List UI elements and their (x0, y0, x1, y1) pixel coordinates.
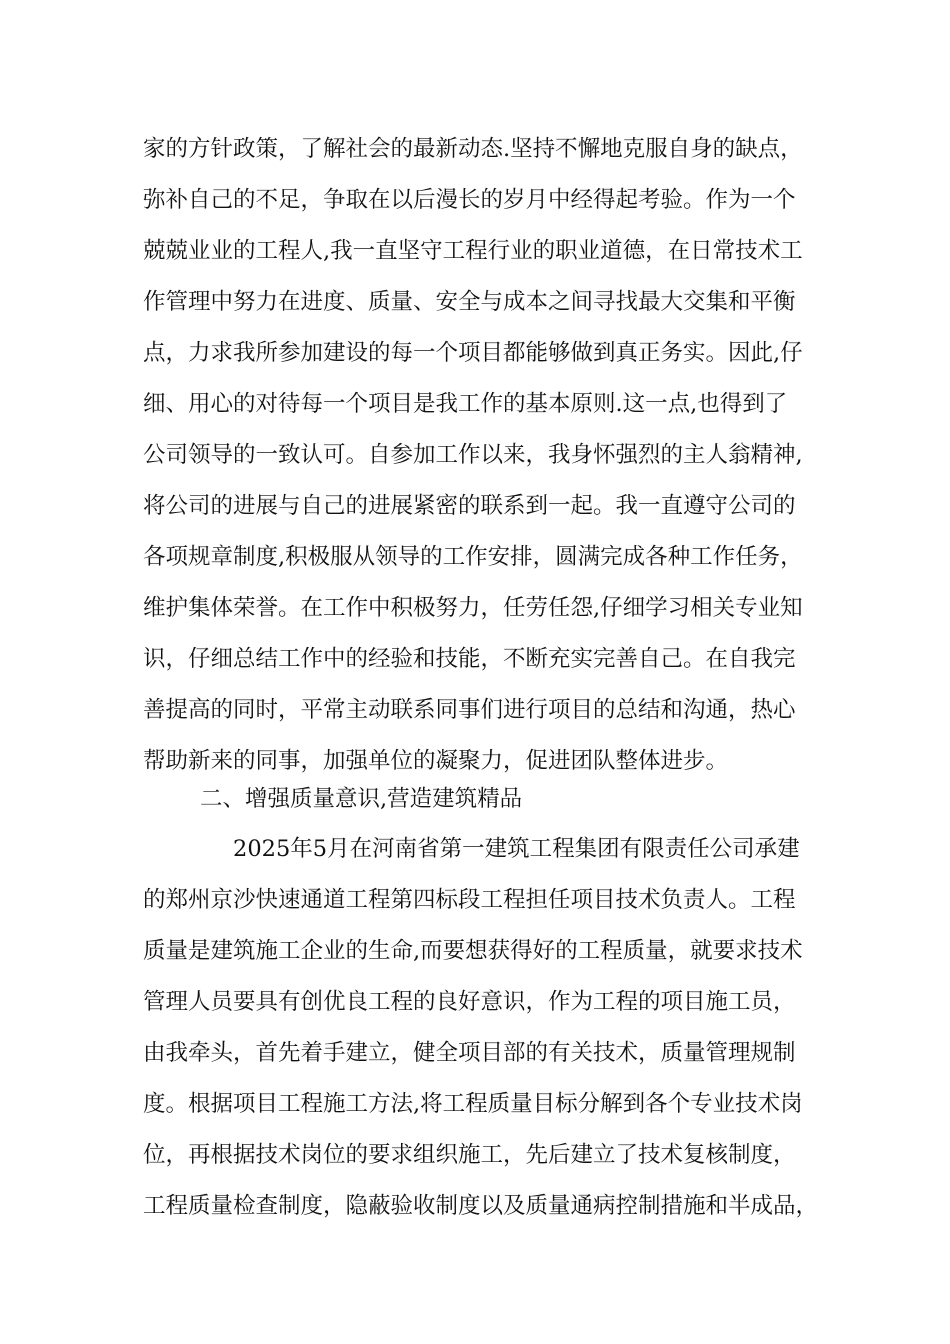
paragraph-line: 维护集体荣誉。在工作中积极努力，任劳任怨,仔细学习相关专业知 (143, 595, 803, 621)
paragraph-line: 2025年5月在河南省第一建筑工程集团有限责任公司承建 (233, 836, 800, 862)
paragraph-line: 由我牵头，首先着手建立，健全项目部的有关技术，质量管理规制 (143, 1040, 796, 1066)
section-heading: 二、增强质量意识,营造建筑精品 (200, 786, 523, 812)
paragraph-line: 各项规章制度,积极服从领导的工作安排，圆满完成各种工作任务， (143, 544, 803, 570)
paragraph-line: 细、用心的对待每一个项目是我工作的基本原则.这一点,也得到了 (143, 391, 788, 417)
paragraph-line: 弥补自己的不足，争取在以后漫长的岁月中经得起考验。作为一个 (143, 187, 796, 213)
paragraph-line: 识，仔细总结工作中的经验和技能，不断充实完善自己。在自我完 (143, 646, 796, 672)
paragraph-line: 家的方针政策，了解社会的最新动态.坚持不懈地克服自身的缺点， (143, 136, 803, 162)
paragraph-line: 将公司的进展与自己的进展紧密的联系到一起。我一直遵守公司的 (143, 493, 796, 519)
paragraph-line: 工程质量检查制度，隐蔽验收制度以及质量通病控制措施和半成品， (143, 1193, 819, 1219)
paragraph-line: 帮助新来的同事，加强单位的凝聚力，促进团队整体进步。 (143, 748, 729, 774)
paragraph-line: 的郑州京沙快速通道工程第四标段工程担任项目技术负责人。工程 (143, 887, 796, 913)
paragraph-line: 位，再根据技术岗位的要求组织施工，先后建立了技术复核制度， (143, 1142, 796, 1168)
paragraph-line: 公司领导的一致认可。自参加工作以来，我身怀强烈的主人翁精神, (143, 442, 803, 468)
paragraph-line: 管理人员要具有创优良工程的良好意识，作为工程的项目施工员， (143, 989, 796, 1015)
paragraph-line: 点，力求我所参加建设的每一个项目都能够做到真正务实。因此,仔 (143, 340, 803, 366)
paragraph-line: 兢兢业业的工程人,我一直坚守工程行业的职业道德，在日常技术工 (143, 238, 803, 264)
paragraph-line: 善提高的同时，平常主动联系同事们进行项目的总结和沟通，热心 (143, 697, 796, 723)
paragraph-line: 作管理中努力在进度、质量、安全与成本之间寻找最大交集和平衡 (143, 289, 796, 315)
paragraph-line: 质量是建筑施工企业的生命,而要想获得好的工程质量，就要求技术 (143, 938, 803, 964)
paragraph-line: 度。根据项目工程施工方法,将工程质量目标分解到各个专业技术岗 (143, 1091, 803, 1117)
